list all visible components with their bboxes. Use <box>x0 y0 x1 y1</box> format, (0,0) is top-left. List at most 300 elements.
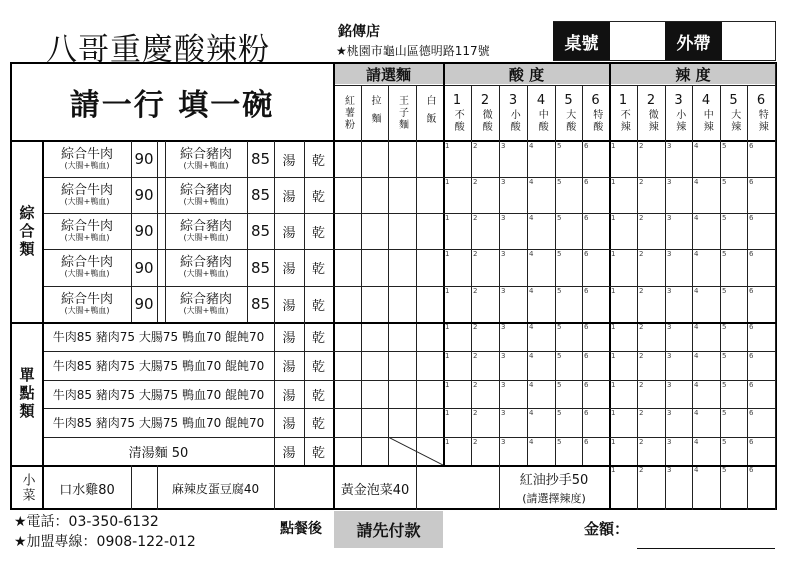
spicy-cell[interactable] <box>692 351 720 380</box>
sour-cell[interactable] <box>582 177 609 213</box>
spicy-cell[interactable] <box>609 177 637 213</box>
sour-cell-number: 5 <box>557 438 562 446</box>
combo-beef-name: 綜合牛肉 <box>60 291 113 307</box>
sour-level-num: 3 <box>508 92 518 108</box>
spicy-cell[interactable] <box>637 408 665 437</box>
sour-cell[interactable] <box>582 437 609 465</box>
sour-cell-number: 4 <box>529 381 534 389</box>
sour-cell[interactable] <box>555 408 582 437</box>
spicy-cell[interactable] <box>747 351 775 380</box>
combo-dry-option[interactable]: 乾 <box>311 298 325 314</box>
spicy-cell[interactable] <box>665 286 692 322</box>
spicy-cell[interactable] <box>720 286 747 322</box>
spicy-cell-number: 6 <box>749 178 754 186</box>
sour-cell-number: 5 <box>557 142 562 150</box>
single-soup-option[interactable]: 湯 <box>282 360 296 375</box>
spicy-cell[interactable] <box>720 213 747 249</box>
clear-soup-soup[interactable]: 湯 <box>282 445 296 461</box>
sour-cell-number: 3 <box>501 381 506 389</box>
spicy-cell-number: 4 <box>694 323 699 331</box>
combo-pork-price: 85 <box>250 186 271 204</box>
sour-cell-number: 3 <box>501 178 506 186</box>
sour-cell[interactable] <box>527 286 555 322</box>
table-number-field[interactable] <box>610 22 665 60</box>
sour-cell[interactable] <box>499 213 527 249</box>
spicy-cell-number: 6 <box>749 438 754 446</box>
spicy-cell[interactable] <box>692 322 720 351</box>
combo-soup-option[interactable]: 湯 <box>282 225 296 241</box>
combo-beef-item[interactable] <box>43 249 131 286</box>
sour-cell-number: 1 <box>445 142 450 150</box>
sour-cell-number: 6 <box>584 352 589 360</box>
spicy-cell-number: 6 <box>749 214 754 222</box>
spicy-cell[interactable] <box>692 249 720 286</box>
combo-dry-option[interactable]: 乾 <box>311 189 325 205</box>
sour-cell[interactable] <box>582 322 609 351</box>
sour-cell-number: 1 <box>445 287 450 295</box>
spicy-level-5 <box>720 86 747 140</box>
spicy-cell[interactable] <box>609 141 637 177</box>
sour-cell-number: 5 <box>557 178 562 186</box>
sour-cell[interactable] <box>527 177 555 213</box>
sour-cell[interactable] <box>582 249 609 286</box>
sour-cell-number: 6 <box>584 178 589 186</box>
sour-cell[interactable] <box>527 141 555 177</box>
sour-cell[interactable] <box>443 213 471 249</box>
sour-cell[interactable] <box>443 322 471 351</box>
combo-pork-price: 85 <box>250 258 271 277</box>
spicy-header: 辣 度 <box>611 64 775 84</box>
spicy-cell[interactable] <box>609 249 637 286</box>
combo-pork-item[interactable] <box>165 141 247 177</box>
combo-pork-sub: (大腸+鴨血) <box>183 232 229 242</box>
combo-pork-name: 綜合豬肉 <box>179 255 232 271</box>
spicy-cell-number: 6 <box>749 381 754 389</box>
single-items-line[interactable]: 牛肉85 豬肉75 大腸75 鴨血70 餛飩70 <box>52 387 265 402</box>
category-sides: 小菜 <box>19 473 35 503</box>
side-box[interactable] <box>131 466 157 510</box>
combo-beef-item[interactable] <box>43 141 131 177</box>
sour-cell-number: 1 <box>445 214 450 222</box>
spicy-cell[interactable] <box>637 177 665 213</box>
sour-cell[interactable] <box>443 380 471 408</box>
spicy-cell[interactable] <box>609 286 637 322</box>
spicy-cell[interactable] <box>747 380 775 408</box>
combo-beef-sub: (大腸+鴨血) <box>64 196 110 206</box>
spicy-cell-number: 5 <box>722 250 727 258</box>
spicy-cell[interactable] <box>665 141 692 177</box>
sour-cell[interactable] <box>527 351 555 380</box>
spicy-cell[interactable] <box>665 213 692 249</box>
spicy-cell[interactable] <box>637 351 665 380</box>
spicy-cell-number: 5 <box>722 142 727 150</box>
sour-cell-number: 3 <box>501 409 506 417</box>
single-dry-option[interactable]: 乾 <box>311 417 325 432</box>
sour-cell[interactable] <box>555 322 582 351</box>
spicy-cell[interactable] <box>665 408 692 437</box>
sour-cell[interactable] <box>555 380 582 408</box>
sour-cell[interactable] <box>582 408 609 437</box>
single-items-line[interactable]: 牛肉85 豬肉75 大腸75 鴨血70 餛飩70 <box>52 416 265 430</box>
spicy-cell-number: 3 <box>667 214 672 222</box>
spicy-cell-number: 6 <box>749 352 754 360</box>
spicy-cell[interactable] <box>665 380 692 408</box>
sour-cell-number: 2 <box>473 214 478 222</box>
sour-cell-number: 4 <box>529 323 534 331</box>
spicy-cell[interactable] <box>665 437 692 465</box>
sour-cell-number: 3 <box>501 250 506 258</box>
spicy-cell-number: 3 <box>667 438 672 446</box>
combo-beef-price: 90 <box>134 150 154 168</box>
spicy-cell-number: 1 <box>611 287 616 295</box>
spicy-cell[interactable] <box>637 141 665 177</box>
spicy-cell[interactable] <box>720 249 747 286</box>
spicy-cell-number: 6 <box>749 142 754 150</box>
clear-soup-dry[interactable]: 乾 <box>311 445 325 461</box>
spicy-cell[interactable] <box>747 437 775 465</box>
sour-cell-number: 6 <box>584 214 589 222</box>
combo-pork-sub: (大腸+鴨血) <box>183 269 229 279</box>
spicy-cell-number: 2 <box>639 178 644 186</box>
sour-cell[interactable] <box>471 177 499 213</box>
sour-cell[interactable] <box>555 351 582 380</box>
sour-level-num: 2 <box>480 92 490 108</box>
sour-level-1 <box>443 86 471 140</box>
spicy-cell[interactable] <box>609 351 637 380</box>
spicy-cell[interactable] <box>692 437 720 465</box>
spicy-cell[interactable] <box>747 249 775 286</box>
noodle-header: 請選麵 <box>334 64 443 84</box>
spicy-cell-number: 3 <box>667 142 672 150</box>
sour-cell[interactable] <box>471 380 499 408</box>
spicy-cell[interactable] <box>665 177 692 213</box>
combo-soup-option[interactable]: 湯 <box>282 298 296 314</box>
spicy-cell[interactable] <box>692 141 720 177</box>
spicy-cell-number: 2 <box>639 287 644 295</box>
spicy-cell-number: 4 <box>694 178 699 186</box>
sour-cell[interactable] <box>527 322 555 351</box>
sour-cell[interactable] <box>582 351 609 380</box>
combo-soup-option[interactable]: 湯 <box>282 189 296 205</box>
sour-cell[interactable] <box>443 249 471 286</box>
category-combo: 綜合類 <box>17 204 36 259</box>
spicy-cell[interactable] <box>720 141 747 177</box>
spicy-level-label: 大辣 <box>728 109 740 134</box>
combo-pork-item[interactable] <box>165 213 247 249</box>
sour-cell[interactable] <box>443 408 471 437</box>
spicy-cell[interactable] <box>747 141 775 177</box>
sour-cell[interactable] <box>499 380 527 408</box>
combo-beef-name: 綜合牛肉 <box>60 146 113 162</box>
sour-cell[interactable] <box>527 213 555 249</box>
spicy-cell[interactable] <box>747 408 775 437</box>
spicy-cell-number: 2 <box>639 214 644 222</box>
sour-cell[interactable] <box>471 351 499 380</box>
spicy-cell[interactable] <box>665 322 692 351</box>
sour-cell[interactable] <box>499 351 527 380</box>
spicy-cell[interactable] <box>637 437 665 465</box>
sour-cell-number: 2 <box>473 287 478 295</box>
sour-cell[interactable] <box>443 141 471 177</box>
sour-cell[interactable] <box>471 213 499 249</box>
spicy-cell-number: 6 <box>749 250 754 258</box>
combo-soup-option[interactable]: 湯 <box>282 262 296 277</box>
pay-first-badge: 請先付款 <box>334 511 443 548</box>
sour-cell[interactable] <box>471 141 499 177</box>
sour-cell[interactable] <box>499 249 527 286</box>
spicy-cell-number: 6 <box>749 409 754 417</box>
sour-cell-number: 3 <box>501 142 506 150</box>
category-single: 單點類 <box>17 367 36 421</box>
after-order-text: 點餐後 <box>280 521 322 537</box>
sour-cell-number: 4 <box>529 250 534 258</box>
sour-cell[interactable] <box>471 286 499 322</box>
spicy-cell[interactable] <box>637 380 665 408</box>
spicy-cell[interactable] <box>609 213 637 249</box>
sour-cell-number: 2 <box>473 438 478 446</box>
sour-cell[interactable] <box>443 437 471 465</box>
combo-dry-option[interactable]: 乾 <box>311 225 325 241</box>
spicy-cell-number: 5 <box>722 214 727 222</box>
combo-beef-item[interactable] <box>43 177 131 213</box>
spicy-cell-number: 5 <box>722 178 727 186</box>
sour-cell[interactable] <box>471 249 499 286</box>
sour-level-label: 中酸 <box>536 109 548 134</box>
spicy-cell[interactable] <box>720 465 747 510</box>
single-dry-option[interactable]: 乾 <box>311 331 325 346</box>
spicy-cell-number: 4 <box>694 214 699 222</box>
spicy-cell[interactable] <box>747 465 775 510</box>
combo-pork-sub: (大腸+鴨血) <box>183 160 229 170</box>
sour-cell-number: 2 <box>473 409 478 417</box>
sour-cell[interactable] <box>443 177 471 213</box>
spicy-cell-number: 6 <box>749 323 754 331</box>
spicy-cell[interactable] <box>692 380 720 408</box>
spicy-level-label: 不辣 <box>618 109 630 134</box>
spicy-cell-number: 3 <box>667 178 672 186</box>
sour-cell-number: 5 <box>557 214 562 222</box>
sour-cell-number: 2 <box>473 381 478 389</box>
side-item-kimchi[interactable]: 黃金泡菜40 <box>340 482 410 498</box>
sour-cell[interactable] <box>499 322 527 351</box>
spicy-level-num: 4 <box>701 92 711 108</box>
spicy-cell[interactable] <box>720 408 747 437</box>
table-number-label: 桌號 <box>553 22 610 60</box>
sour-cell-number: 2 <box>473 352 478 360</box>
spicy-cell[interactable] <box>720 177 747 213</box>
sour-cell[interactable] <box>471 408 499 437</box>
single-items-line[interactable]: 牛肉85 豬肉75 大腸75 鴨血70 餛飩70 <box>52 330 265 344</box>
sour-cell[interactable] <box>582 141 609 177</box>
combo-dry-option[interactable]: 乾 <box>311 153 325 169</box>
spicy-level-6 <box>747 86 775 140</box>
spicy-cell[interactable] <box>747 322 775 351</box>
spicy-cell[interactable] <box>609 465 637 510</box>
sour-cell[interactable] <box>555 141 582 177</box>
spicy-cell[interactable] <box>637 249 665 286</box>
side-item-tofu[interactable]: 麻辣皮蛋豆腐40 <box>171 481 260 496</box>
spicy-cell-number: 5 <box>722 352 727 360</box>
combo-pork-name: 綜合豬肉 <box>179 182 232 198</box>
single-dry-option[interactable]: 乾 <box>311 360 325 375</box>
sour-cell[interactable] <box>555 437 582 465</box>
spicy-cell-number: 5 <box>722 381 727 389</box>
brand-title: 八哥重慶酸辣粉 <box>46 32 270 68</box>
amount-field[interactable] <box>637 520 775 549</box>
sour-cell[interactable] <box>499 437 527 465</box>
spicy-cell-number: 5 <box>722 323 727 331</box>
sour-cell[interactable] <box>499 177 527 213</box>
noodle-option-sweet-potato: 紅薯粉 <box>342 95 354 131</box>
spicy-cell[interactable] <box>609 322 637 351</box>
spicy-cell[interactable] <box>637 322 665 351</box>
combo-pork-name: 綜合豬肉 <box>179 218 232 234</box>
sour-cell[interactable] <box>527 437 555 465</box>
sour-cell[interactable] <box>443 351 471 380</box>
spicy-cell-number: 1 <box>611 352 616 360</box>
spicy-cell-number: 1 <box>611 381 616 389</box>
sour-cell[interactable] <box>527 380 555 408</box>
side-item-chicken[interactable]: 口水雞80 <box>59 482 115 498</box>
combo-beef-item[interactable] <box>43 286 131 322</box>
spicy-cell[interactable] <box>692 465 720 510</box>
spicy-cell[interactable] <box>747 177 775 213</box>
combo-beef-price: 90 <box>134 186 154 204</box>
spicy-cell[interactable] <box>720 322 747 351</box>
sour-cell-number: 6 <box>584 287 589 295</box>
spicy-cell[interactable] <box>609 380 637 408</box>
sour-cell-number: 2 <box>473 323 478 331</box>
spicy-cell-number: 1 <box>611 214 616 222</box>
combo-soup-option[interactable]: 湯 <box>282 153 296 169</box>
spicy-level-3 <box>665 86 692 140</box>
sour-cell-number: 1 <box>445 409 450 417</box>
sour-cell-number: 4 <box>529 287 534 295</box>
sour-cell-number: 4 <box>529 214 534 222</box>
spicy-cell-number: 4 <box>694 250 699 258</box>
sour-cell-number: 2 <box>473 178 478 186</box>
spicy-cell-number: 3 <box>667 352 672 360</box>
spicy-cell[interactable] <box>747 286 775 322</box>
sour-cell[interactable] <box>555 249 582 286</box>
sour-cell[interactable] <box>582 286 609 322</box>
spicy-cell[interactable] <box>692 213 720 249</box>
spicy-cell-number: 3 <box>667 381 672 389</box>
single-items-line[interactable]: 牛肉85 豬肉75 大腸75 鴨血70 餛飩70 <box>52 359 265 373</box>
spicy-cell[interactable] <box>637 286 665 322</box>
sour-cell[interactable] <box>555 286 582 322</box>
spicy-cell-number: 5 <box>722 438 727 446</box>
spicy-cell-number: 4 <box>694 409 699 417</box>
spicy-cell[interactable] <box>720 351 747 380</box>
spicy-level-label: 特辣 <box>756 109 768 134</box>
sour-cell[interactable] <box>499 408 527 437</box>
sour-cell-number: 3 <box>501 352 506 360</box>
sour-cell[interactable] <box>471 322 499 351</box>
spicy-cell[interactable] <box>665 351 692 380</box>
spicy-cell[interactable] <box>665 465 692 510</box>
sour-cell[interactable] <box>555 177 582 213</box>
combo-pork-name: 綜合豬肉 <box>179 291 232 307</box>
takeout-field[interactable] <box>722 22 776 60</box>
spicy-cell[interactable] <box>637 465 665 510</box>
spicy-cell[interactable] <box>720 380 747 408</box>
takeout-label: 外帶 <box>665 22 722 60</box>
sour-cell[interactable] <box>471 437 499 465</box>
sour-cell-number: 4 <box>529 178 534 186</box>
single-soup-option[interactable]: 湯 <box>282 331 296 346</box>
spicy-cell-number: 1 <box>611 142 616 150</box>
combo-dry-option[interactable]: 乾 <box>311 262 325 277</box>
spicy-cell-number: 4 <box>694 142 699 150</box>
spicy-cell-number: 2 <box>639 381 644 389</box>
spicy-cell-number: 4 <box>694 381 699 389</box>
sour-cell[interactable] <box>582 213 609 249</box>
spicy-cell-number: 1 <box>611 466 616 474</box>
combo-pork-item[interactable] <box>165 249 247 286</box>
sour-level-num: 1 <box>452 92 462 108</box>
sour-cell[interactable] <box>499 286 527 322</box>
sour-cell-number: 4 <box>529 352 534 360</box>
combo-beef-sub: (大腸+鴨血) <box>64 269 110 279</box>
sour-level-label: 不酸 <box>452 109 464 134</box>
spicy-level-label: 微辣 <box>646 109 658 134</box>
spicy-cell[interactable] <box>609 408 637 437</box>
sour-cell[interactable] <box>443 286 471 322</box>
spicy-cell[interactable] <box>692 286 720 322</box>
slogan: 請一行 填一碗 <box>69 88 275 123</box>
single-soup-option[interactable]: 湯 <box>282 417 296 432</box>
sour-cell-number: 1 <box>445 250 450 258</box>
single-soup-option[interactable]: 湯 <box>282 388 296 404</box>
combo-pork-item[interactable] <box>165 286 247 322</box>
spicy-cell[interactable] <box>692 408 720 437</box>
spicy-cell[interactable] <box>665 249 692 286</box>
sour-cell[interactable] <box>582 380 609 408</box>
noodle-option-ramen: 拉麵 <box>369 95 380 131</box>
sour-cell-number: 5 <box>557 250 562 258</box>
sour-cell-number: 4 <box>529 142 534 150</box>
sour-cell-number: 3 <box>501 323 506 331</box>
spicy-cell-number: 3 <box>667 287 672 295</box>
spicy-cell[interactable] <box>637 213 665 249</box>
spicy-level-2 <box>637 86 665 140</box>
wonton-name: 紅油抄手50 <box>519 472 589 488</box>
single-dry-option[interactable]: 乾 <box>311 388 325 404</box>
spicy-cell-number: 3 <box>667 409 672 417</box>
combo-beef-item[interactable] <box>43 213 131 249</box>
spicy-cell-number: 5 <box>722 409 727 417</box>
sour-cell[interactable] <box>555 213 582 249</box>
spicy-cell[interactable] <box>747 213 775 249</box>
spicy-cell-number: 4 <box>694 287 699 295</box>
sour-cell[interactable] <box>527 408 555 437</box>
spicy-level-num: 6 <box>756 92 766 108</box>
spicy-cell[interactable] <box>720 437 747 465</box>
side-item-wonton[interactable] <box>499 466 609 510</box>
spicy-cell-number: 1 <box>611 323 616 331</box>
sour-level-num: 5 <box>564 92 573 108</box>
combo-pork-sub: (大腸+鴨血) <box>183 305 229 315</box>
combo-pork-item[interactable] <box>165 177 247 213</box>
sour-cell[interactable] <box>527 249 555 286</box>
spicy-cell-number: 6 <box>749 287 754 295</box>
sour-cell[interactable] <box>499 141 527 177</box>
spicy-cell[interactable] <box>692 177 720 213</box>
sour-cell-number: 6 <box>584 323 589 331</box>
store-address: ★桃園市龜山區德明路117號 <box>336 44 490 58</box>
spicy-cell[interactable] <box>609 437 637 465</box>
